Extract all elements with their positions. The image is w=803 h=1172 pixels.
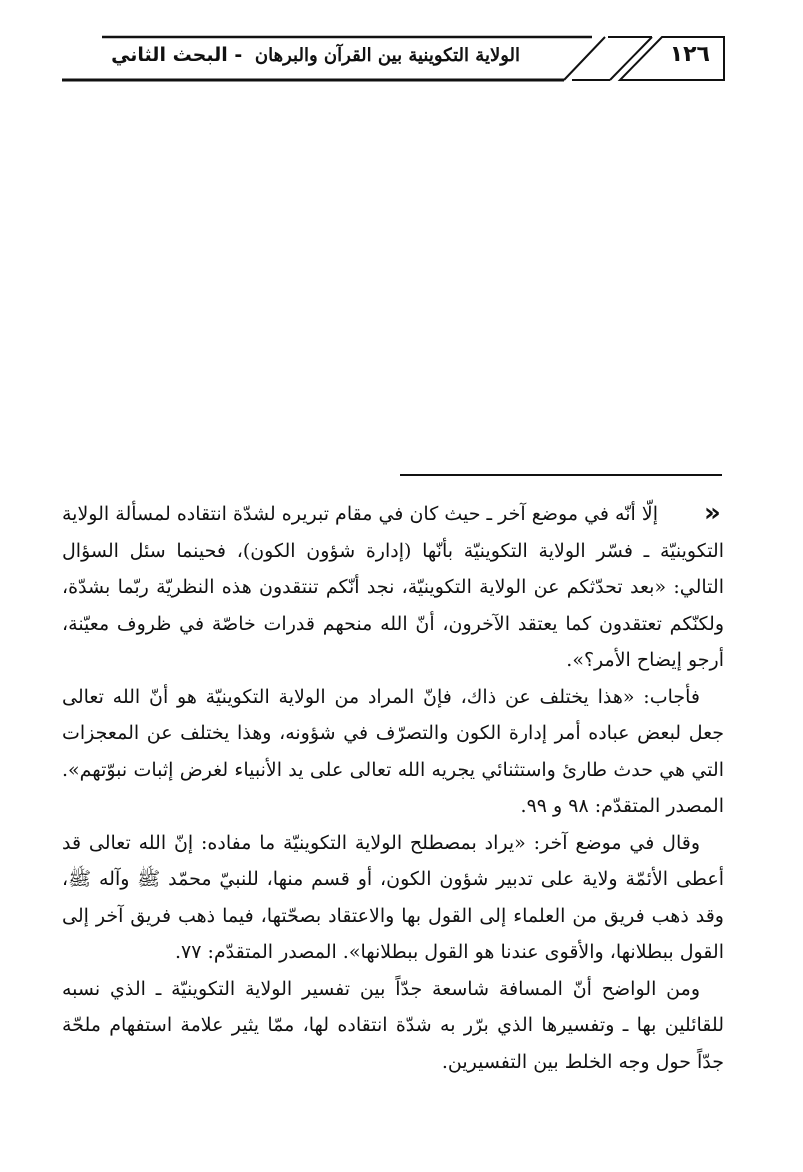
title-separator: - — [234, 44, 243, 66]
book-title: الولاية التكوينية بين القرآن والبرهان — [254, 45, 520, 66]
footnote-body — [62, 496, 724, 1080]
footnote-continuation-marker: » — [704, 498, 721, 528]
footnote-paragraph: فأجاب: «هذا يختلف عن ذاك، فإنّ المراد من الولاية التكوينيّة هو أنّ الله تعالى جعل لبعض عباده أمر إدارة الكون والتصرّف في شؤونه، وهذا يختلف عن المعجزات التي هي حدث طارئ واستثنائي يجريه الله تعالى على يد الأنبياء لغرض إثبات نبوّتهم». المصدر المتقدّم: ٩٨ و ٩٩. — [62, 685, 724, 817]
footnote-paragraph: وقال في موضع آخر: «يراد بمصطلح الولاية التكوينيّة ما مفاده: إنّ الله تعالى قد أعطى الأئمّة ولاية على تدبير شؤون الكون، أو قسم منها، للنبيّ محمّد ﷺ وآله ﷺ، وقد ذهب فريق من العلماء إلى القول بها والاعتقاد بصحّتها، فيما ذهب فريق آخر إلى القول ببطلانها، والأقوى عندنا هو القول ببطلانها». المصدر المتقدّم: ٧٧. — [62, 831, 724, 963]
footnote-paragraph: إلّا أنّه في موضع آخر ـ حيث كان في مقام تبريره لشدّة انتقاده لمسألة الولاية التكوينيّة ـ فسّر الولاية التكوينيّة بأنّها (إدارة شؤون الكون)، فحينما سئل السؤال التالي: «بعد تحدّثكم عن الولاية التكوينيّة، نجد أنّكم تنتقدون هذه النظريّة ربّما بشدّة، ولكنّكم تعتقدون كما يعتقد الآخرون، أنّ الله منحهم قدرات خاصّة في ظروف معيّنة، أرجو إيضاح الأمر؟». — [62, 503, 724, 671]
footnote-paragraph: ومن الواضح أنّ المسافة شاسعة جدّاً بين تفسير الولاية التكوينيّة ـ الذي نسبه للقائلين بها ـ وتفسيرها الذي برّر به شدّة انتقاده لها، ممّا يثير علامة استفهام ملحّة جدّاً حول وجه الخلط بين التفسيرين. — [62, 977, 724, 1073]
footnote-separator — [400, 474, 722, 476]
running-title — [111, 44, 520, 66]
page-number: ١٢٦ — [669, 42, 710, 67]
page-header — [62, 34, 726, 82]
section-title: البحث الثاني — [111, 44, 228, 66]
